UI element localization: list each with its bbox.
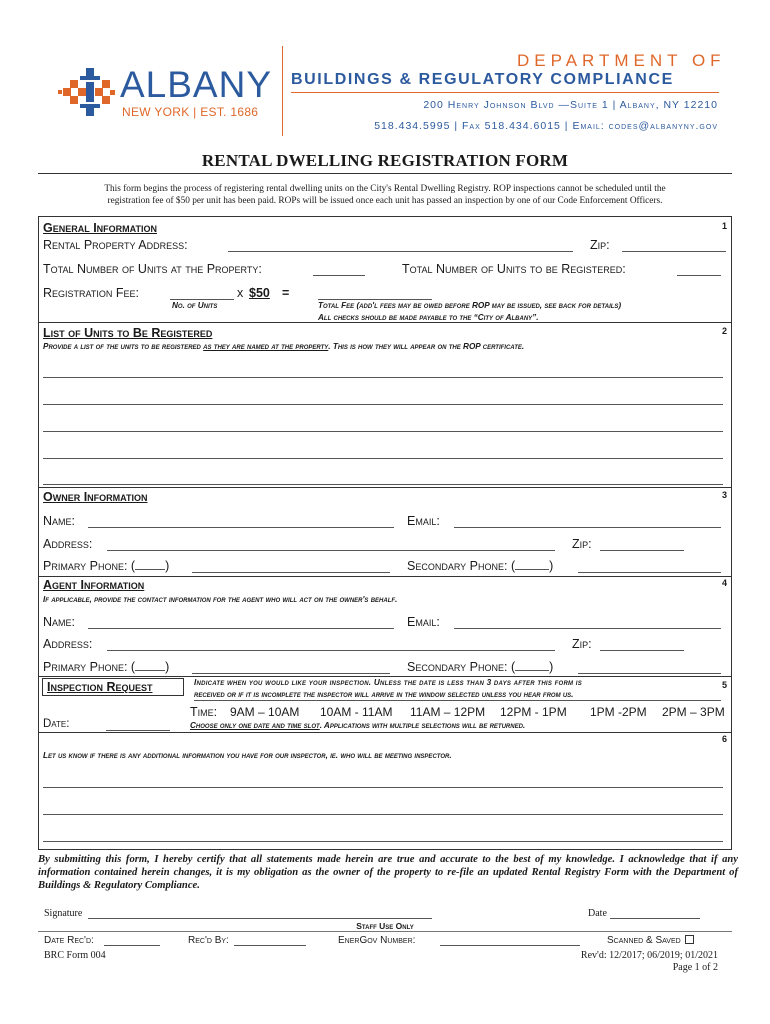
form-title: RENTAL DWELLING REGISTRATION FORM: [201, 151, 569, 170]
agent-email-label: Email:: [407, 615, 440, 629]
choose-note: [190, 721, 525, 730]
form-number: BRC Form 004: [44, 950, 106, 961]
owner-secondary-phone-label: [407, 559, 553, 573]
agent-secondary-phone-label: [407, 660, 553, 674]
total-fee-note: Total Fee (add'l fees may be owed before ROP may be issued, see back for details): [318, 301, 622, 310]
rental-address-field[interactable]: [228, 251, 573, 252]
owner-name-field[interactable]: [88, 527, 394, 528]
inspection-date-label: Date:: [43, 718, 70, 730]
rental-zip-label: Zip:: [590, 238, 610, 252]
scanned-checkbox[interactable]: [685, 935, 694, 944]
rental-zip-field[interactable]: [622, 251, 726, 252]
date-recd-field[interactable]: [104, 945, 160, 946]
revision-dates: Rev'd: 12/2017; 06/2019; 01/2021: [580, 950, 718, 961]
units-registered-field[interactable]: [677, 275, 721, 276]
agent-primary-phone-field[interactable]: [192, 673, 390, 674]
checks-note: All checks should be made payable to the “City of Albany”.: [318, 313, 539, 322]
scanned-text: Scanned & Saved: [607, 935, 681, 946]
additional-line-3[interactable]: [43, 841, 723, 842]
intro-line-2: registration fee of $50 per unit has been paid. ROPs will be issued once each unit has passed an inspection by one of our Code Enforcement Officers.: [107, 196, 663, 206]
department-address: 200 Henry Johnson Blvd —Suite 1 | Albany, NY 12210: [423, 99, 718, 111]
time-slot-4[interactable]: 12PM - 1PM: [500, 705, 567, 719]
agent-instruction: If applicable, provide the contact information for the agent who will act on the owner's behalf.: [43, 595, 398, 604]
total-units-label: Total Number of Units at the Property:: [43, 262, 262, 276]
owner-primary-phone-field[interactable]: [192, 572, 390, 573]
owner-secondary-phone-field[interactable]: [578, 572, 721, 573]
units-heading: List of Units to Be Registered: [43, 326, 213, 340]
department-contact: 518.434.5995 | Fax 518.434.6015 | Email: codes@albanyny.gov: [374, 120, 718, 132]
section-number-1: 1: [722, 221, 728, 231]
date-label: Date: [588, 908, 607, 919]
department-title-line2: BUILDINGS & REGULATORY COMPLIANCE: [291, 71, 674, 88]
agent-primary-phone-label: [43, 660, 169, 674]
recd-by-field[interactable]: [234, 945, 306, 946]
section-number-6: 6: [722, 734, 728, 744]
registration-fee-label: Registration Fee:: [43, 286, 139, 300]
owner-zip-field[interactable]: [600, 550, 684, 551]
agent-secondary-phone-text: Secondary Phone: (: [407, 660, 516, 674]
date-recd-label: Date Rec'd:: [44, 935, 94, 946]
units-registered-label: Total Number of Units to be Registered:: [402, 262, 626, 276]
intro-line-1: This form begins the process of registering rental dwelling units on the City's Rental Dwelling Registry. ROP inspections cannot be scheduled until the: [104, 184, 666, 194]
signature-label: Signature: [44, 908, 83, 919]
owner-secondary-phone-text: Secondary Phone: (: [407, 559, 516, 573]
header-rule: [291, 92, 719, 93]
agent-address-field[interactable]: [107, 650, 555, 651]
time-slot-5[interactable]: 1PM -2PM: [590, 705, 647, 719]
logo-wordmark: ALBANY: [120, 64, 273, 105]
additional-instruction: Let us know if there is any additional information you have for our inspector, ie. who will be meeting inspector.: [43, 751, 452, 760]
owner-primary-phone-label: [43, 559, 169, 573]
agent-zip-field[interactable]: [600, 650, 684, 651]
agent-zip-label: Zip:: [572, 637, 592, 651]
agent-secondary-phone-field[interactable]: [578, 673, 721, 674]
additional-line-2[interactable]: [43, 814, 723, 815]
staff-rule: [38, 931, 732, 932]
section-divider-5: [38, 676, 732, 677]
choose-note-a: Choose only one date and time slot: [190, 721, 320, 730]
section-number-2: 2: [722, 326, 728, 336]
agent-secondary-area[interactable]: [515, 660, 549, 671]
fee-multiply: x: [237, 286, 244, 300]
date-field[interactable]: [610, 918, 700, 919]
time-slot-1[interactable]: 9AM – 10AM: [230, 705, 300, 719]
section-divider-3: [38, 487, 732, 488]
scanned-label: [607, 935, 694, 946]
albany-logo: [58, 60, 273, 130]
header-divider: [282, 46, 283, 136]
inspection-instruction-1: Indicate when you would like your inspection. Unless the date is less than 3 days after this form is: [194, 678, 582, 687]
section-divider-6: [38, 732, 732, 733]
owner-secondary-paren: ): [549, 559, 554, 573]
owner-primary-paren: ): [165, 559, 170, 573]
agent-secondary-paren: ): [549, 660, 554, 674]
title-rule: [38, 173, 732, 174]
agent-name-field[interactable]: [88, 628, 394, 629]
choose-note-b: . Applications with multiple selections will be returned.: [319, 721, 526, 730]
page-number: Page 1 of 2: [672, 962, 718, 973]
fee-units-field[interactable]: [170, 299, 234, 300]
units-instruction-c: . This is how they will appear on the ROP certificate.: [328, 342, 525, 351]
total-fee-field[interactable]: [318, 299, 432, 300]
time-slot-3[interactable]: 11AM – 12PM: [410, 705, 486, 719]
department-title-line1: DEPARTMENT OF: [517, 51, 726, 70]
units-line-3[interactable]: [43, 431, 723, 432]
owner-secondary-area[interactable]: [515, 559, 549, 570]
fee-amount: $50: [249, 286, 270, 300]
owner-heading: Owner Information: [43, 490, 148, 504]
agent-address-label: Address:: [43, 637, 93, 651]
staff-use-heading: Staff Use Only: [356, 921, 414, 931]
fee-equals: =: [282, 286, 290, 300]
units-instruction-b: as they are named at the property: [203, 342, 329, 351]
rental-address-label: Rental Property Address:: [43, 238, 188, 252]
agent-name-label: Name:: [43, 615, 76, 629]
agent-primary-paren: ): [165, 660, 170, 674]
agent-primary-phone-text: Primary Phone: (: [43, 660, 136, 674]
signature-field[interactable]: [88, 918, 432, 919]
owner-name-label: Name:: [43, 514, 76, 528]
owner-address-field[interactable]: [107, 550, 555, 551]
section-number-5: 5: [722, 680, 728, 690]
time-slot-6[interactable]: 2PM – 3PM: [662, 705, 725, 719]
energov-field[interactable]: [440, 945, 580, 946]
inspection-instruction-rule: [194, 700, 721, 701]
agent-heading: Agent Information: [43, 578, 145, 592]
owner-zip-label: Zip:: [572, 537, 592, 551]
additional-line-1[interactable]: [43, 787, 723, 788]
inspection-heading: Inspection Request: [47, 680, 153, 694]
no-units-note: No. of Units: [172, 301, 218, 310]
owner-primary-phone-text: Primary Phone: (: [43, 559, 136, 573]
inspection-date-field[interactable]: [106, 730, 170, 731]
units-line-4[interactable]: [43, 458, 723, 459]
owner-email-field[interactable]: [454, 527, 721, 528]
albany-seal-icon: [58, 66, 116, 118]
owner-address-label: Address:: [43, 537, 93, 551]
total-units-field[interactable]: [313, 275, 365, 276]
units-line-1[interactable]: [43, 377, 723, 378]
logo-subtitle: NEW YORK | EST. 1686: [122, 105, 259, 119]
section-divider-2: [38, 322, 732, 323]
inspection-instruction-2: received or if it is incomplete the inspector will arrive in the window selected unless you hear from us.: [194, 690, 574, 699]
units-instruction: [43, 342, 524, 351]
energov-label: EnerGov Number:: [338, 935, 416, 946]
time-slot-2[interactable]: 10AM - 11AM: [320, 705, 393, 719]
agent-primary-area[interactable]: [135, 660, 165, 671]
general-heading: General Information: [43, 221, 157, 235]
owner-email-label: Email:: [407, 514, 440, 528]
units-line-2[interactable]: [43, 404, 723, 405]
agent-email-field[interactable]: [454, 628, 721, 629]
units-line-5[interactable]: [43, 484, 723, 485]
owner-primary-area[interactable]: [135, 559, 165, 570]
section-number-3: 3: [722, 490, 728, 500]
section-number-4: 4: [722, 578, 728, 588]
units-instruction-a: Provide a list of the units to be registered: [43, 342, 204, 351]
time-label: Time:: [190, 705, 218, 719]
section-divider-4: [38, 576, 732, 577]
certification-statement: By submitting this form, I hereby certify that all statements made herein are true and accurate to the best of my knowledge. I acknowledge that if any information contained herein changes, it is my obligation as the owner of the property to re-file an updated Rental Registry Form with the Department of Buildings & Regulatory Compliance.: [38, 854, 738, 891]
recd-by-label: Rec'd By:: [188, 935, 229, 946]
